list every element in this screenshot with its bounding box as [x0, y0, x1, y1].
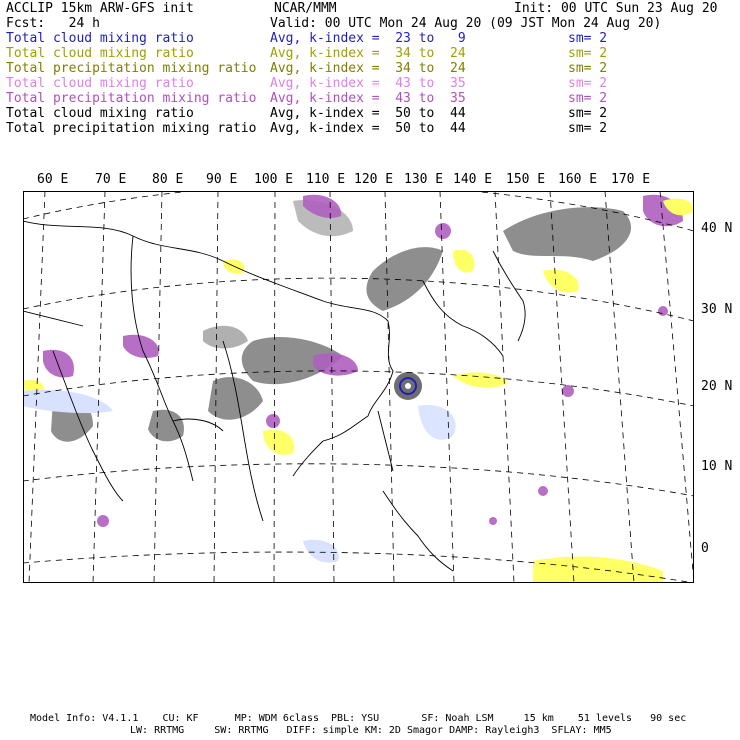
legend-row — [6, 121, 734, 136]
longitude-label: 70 E — [95, 172, 127, 187]
legend-field: Total cloud mixing ratio — [6, 76, 194, 91]
legend-sm: sm= 2 — [568, 91, 608, 106]
latitude-label: 20 N — [701, 379, 733, 394]
legend-stat: Avg, k-index = 23 to 9 — [270, 31, 466, 46]
map-panel — [23, 191, 694, 583]
legend-sm: sm= 2 — [568, 76, 608, 91]
latitude-label: 40 N — [701, 221, 733, 236]
model-info-line2: LW: RRTMG SW: RRTMG DIFF: simple KM: 2D Smagor DAMP: Rayleigh3 SFLAY: MM5 — [130, 725, 612, 736]
legend-stat: Avg, k-index = 34 to 24 — [270, 46, 466, 61]
valid-time: Valid: 00 UTC Mon 24 Aug 20 (09 JST Mon 24 Aug 20) — [270, 16, 662, 31]
legend-sm: sm= 2 — [568, 31, 608, 46]
legend-stat: Avg, k-index = 50 to 44 — [270, 106, 466, 121]
center-label: NCAR/MMM — [274, 1, 337, 16]
legend-stat: Avg, k-index = 43 to 35 — [270, 91, 466, 106]
legend-stat: Avg, k-index = 43 to 35 — [270, 76, 466, 91]
legend-sm: sm= 2 — [568, 61, 608, 76]
legend-row — [6, 31, 734, 46]
longitude-label: 160 E — [558, 172, 598, 187]
legend-field: Total precipitation mixing ratio — [6, 61, 257, 76]
longitude-label: 140 E — [453, 172, 493, 187]
latitude-label: 30 N — [701, 302, 733, 317]
latitude-label: 10 N — [701, 459, 733, 474]
legend-stat: Avg, k-index = 50 to 44 — [270, 121, 466, 136]
legend-row — [6, 76, 734, 91]
model-title: ACCLIP 15km ARW-GFS init — [6, 1, 194, 16]
typhoon-eye — [394, 372, 422, 400]
latitude-label: 0 — [701, 541, 709, 556]
longitude-label: 90 E — [206, 172, 238, 187]
upper-cloud-gray — [51, 200, 631, 442]
legend-field: Total precipitation mixing ratio — [6, 121, 257, 136]
legend-sm: sm= 2 — [568, 121, 608, 136]
legend-stat: Avg, k-index = 34 to 24 — [270, 61, 466, 76]
longitude-label: 120 E — [354, 172, 394, 187]
longitude-label: 130 E — [404, 172, 444, 187]
longitude-label: 150 E — [506, 172, 546, 187]
legend-sm: sm= 2 — [568, 46, 608, 61]
legend-row — [6, 61, 734, 76]
init-time: Init: 00 UTC Sun 23 Aug 20 — [514, 1, 718, 16]
longitude-label: 100 E — [254, 172, 294, 187]
longitude-label: 170 E — [611, 172, 651, 187]
legend-field: Total cloud mixing ratio — [6, 106, 194, 121]
longitude-label: 110 E — [306, 172, 346, 187]
legend-field: Total cloud mixing ratio — [6, 46, 194, 61]
legend-field: Total cloud mixing ratio — [6, 31, 194, 46]
forecast-hour: Fcst: 24 h — [6, 16, 100, 31]
legend-row — [6, 91, 734, 106]
legend-row — [6, 46, 734, 61]
legend-sm: sm= 2 — [568, 106, 608, 121]
legend-row — [6, 106, 734, 121]
longitude-label: 60 E — [37, 172, 69, 187]
longitude-label: 80 E — [152, 172, 184, 187]
legend-field: Total precipitation mixing ratio — [6, 91, 257, 106]
model-info-line1: Model Info: V4.1.1 CU: KF MP: WDM 6class PBL: YSU SF: Noah LSM 15 km 51 levels 90 sec — [30, 713, 687, 724]
